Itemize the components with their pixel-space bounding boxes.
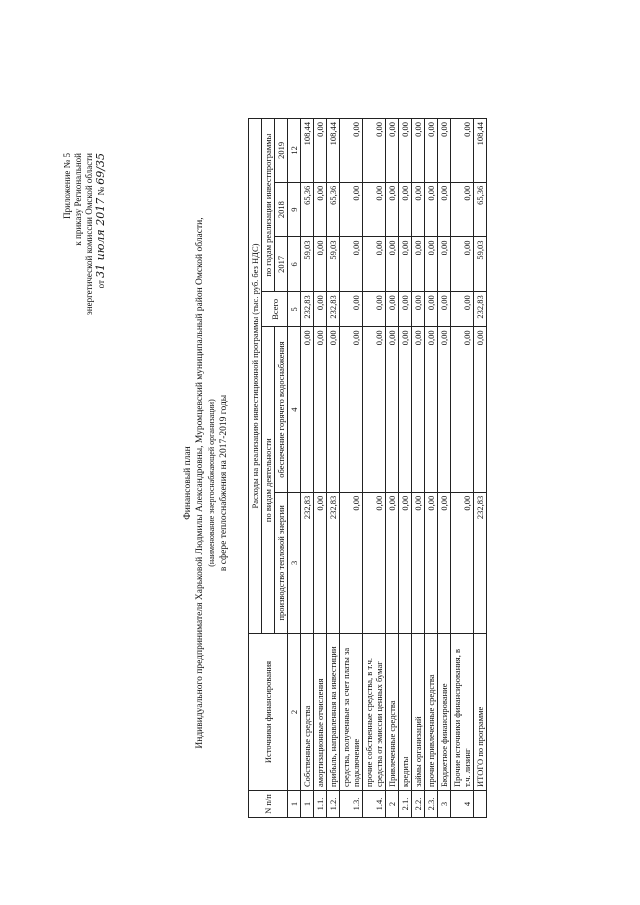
column-index: 3 <box>288 492 301 633</box>
handwritten-number: 69/35 <box>94 152 107 185</box>
table-row <box>314 118 327 817</box>
column-index: 12 <box>288 118 301 182</box>
row-value: 0,00 <box>438 326 451 491</box>
row-value: 0,00 <box>438 237 451 292</box>
row-value: 0,00 <box>363 182 386 237</box>
row-number: 1 <box>301 790 314 817</box>
row-value: 0,00 <box>399 237 412 292</box>
row-value: 108,44 <box>301 118 314 182</box>
row-value: 0,00 <box>399 182 412 237</box>
row-number: 1.2. <box>327 790 340 817</box>
row-source: средства, полученные за счет платы за подключение <box>340 633 363 790</box>
row-value: 232,83 <box>474 291 487 326</box>
row-value: 0,00 <box>314 182 327 237</box>
row-value: 0,00 <box>363 326 386 491</box>
row-source: Бюджетное финансирование <box>438 633 451 790</box>
appendix-date-line <box>95 153 107 315</box>
row-source: Собственные средства <box>301 633 314 790</box>
table-row <box>438 118 451 817</box>
row-value: 0,00 <box>340 492 363 633</box>
row-value: 0,00 <box>386 118 399 182</box>
row-value: 0,00 <box>451 118 474 182</box>
row-source: прочие собственные средства, в т.ч. средства от эмиссии ценных бумаг <box>363 633 386 790</box>
row-value: 232,83 <box>327 492 340 633</box>
row-value: 65,36 <box>301 182 314 237</box>
row-value: 59,03 <box>301 237 314 292</box>
row-number: 1.1. <box>314 790 327 817</box>
row-value: 0,00 <box>438 182 451 237</box>
row-value: 0,00 <box>425 182 438 237</box>
row-value: 0,00 <box>425 326 438 491</box>
row-value: 0,00 <box>340 237 363 292</box>
row-value: 0,00 <box>399 118 412 182</box>
header-year-2018: 2018 <box>275 182 288 237</box>
row-value: 0,00 <box>314 326 327 491</box>
header-hot-water: обеспечение горячего водоснабжения <box>275 326 288 491</box>
row-source: прибыль, направленная на инвестиции <box>327 633 340 790</box>
row-value: 0,00 <box>412 237 425 292</box>
header-year-2019: 2019 <box>275 118 288 182</box>
appendix-line-1: Приложение № 5 <box>62 152 72 219</box>
row-source: займы организаций <box>412 633 425 790</box>
row-value: 0,00 <box>327 326 340 491</box>
row-number: 2 <box>386 790 399 817</box>
financial-plan-page <box>50 93 640 873</box>
row-value: 0,00 <box>438 291 451 326</box>
row-value: 108,44 <box>474 118 487 182</box>
row-value: 0,00 <box>363 118 386 182</box>
financial-plan-table <box>248 118 487 818</box>
table-row <box>399 118 412 817</box>
row-value: 0,00 <box>399 291 412 326</box>
row-value: 0,00 <box>412 182 425 237</box>
row-value: 0,00 <box>438 118 451 182</box>
header-number: N п/п <box>249 790 288 817</box>
row-value: 0,00 <box>412 118 425 182</box>
row-value: 0,00 <box>425 237 438 292</box>
row-value: 0,00 <box>363 492 386 633</box>
column-index: 9 <box>288 182 301 237</box>
column-index: 5 <box>288 291 301 326</box>
row-value: 0,00 <box>363 291 386 326</box>
row-source: кредиты <box>399 633 412 790</box>
row-value: 0,00 <box>386 182 399 237</box>
row-value: 0,00 <box>451 237 474 292</box>
row-number: 4 <box>451 790 474 817</box>
row-number: 2.3. <box>425 790 438 817</box>
row-number: 2.1. <box>399 790 412 817</box>
header-by-activity: по видам деятельности <box>262 326 275 633</box>
row-number: 1.3. <box>340 790 363 817</box>
handwritten-date: 31 июля 2017 <box>94 197 107 278</box>
row-value: 0,00 <box>386 237 399 292</box>
row-value: 0,00 <box>399 492 412 633</box>
row-value: 0,00 <box>314 492 327 633</box>
row-source: амортизационные отчисления <box>314 633 327 790</box>
row-value: 65,36 <box>327 182 340 237</box>
row-value: 108,44 <box>327 118 340 182</box>
row-value: 232,83 <box>301 291 314 326</box>
row-value: 0,00 <box>425 492 438 633</box>
row-value: 59,03 <box>327 237 340 292</box>
row-number: 2.2. <box>412 790 425 817</box>
row-value: 0,00 <box>314 291 327 326</box>
row-value: 0,00 <box>412 326 425 491</box>
row-source: ИТОГО по программе <box>474 633 487 790</box>
row-source: Прочие источники финансирования, в т.ч. лизинг <box>451 633 474 790</box>
header-total: Всего <box>262 291 288 326</box>
header-by-year: по годам реализации инвестпрограммы <box>262 118 275 291</box>
table-row <box>327 118 340 817</box>
row-value: 0,00 <box>425 291 438 326</box>
row-value: 0,00 <box>340 182 363 237</box>
appendix-line-2: к приказу Региональной <box>73 152 83 246</box>
plan-period: в сфере теплоснабжения на 2017-2019 годы <box>219 394 229 571</box>
row-value: 0,00 <box>451 326 474 491</box>
row-value: 0,00 <box>340 118 363 182</box>
row-value: 0,00 <box>340 326 363 491</box>
header-source: Источники финансирования <box>249 633 288 790</box>
column-index: 1 <box>288 790 301 817</box>
row-value: 0,00 <box>363 237 386 292</box>
row-value: 0,00 <box>438 492 451 633</box>
appendix-line-3: энергетической комиссии Омской области <box>84 152 94 315</box>
row-value: 59,03 <box>474 237 487 292</box>
header-expenses: Расходы на реализацию инвестиционной программы (тыс. руб. без НДС) <box>249 118 262 633</box>
table-row <box>301 118 314 817</box>
document-heading <box>182 93 230 873</box>
table-row <box>425 118 438 817</box>
column-index: 6 <box>288 237 301 292</box>
row-source: Привлеченные средства <box>386 633 399 790</box>
appendix-block <box>62 153 107 315</box>
table-row <box>363 118 386 817</box>
row-value: 0,00 <box>474 326 487 491</box>
row-value: 0,00 <box>451 492 474 633</box>
date-prefix: от <box>96 279 106 288</box>
row-number <box>474 790 487 817</box>
row-value: 0,00 <box>314 237 327 292</box>
row-value: 0,00 <box>412 291 425 326</box>
row-value: 0,00 <box>425 118 438 182</box>
organization-name: Индивидуального предпринимателя Харьковой Людмилы Александровны, Муромцевский муниципальный район Омской области, <box>195 216 205 749</box>
row-value: 0,00 <box>399 326 412 491</box>
column-index: 4 <box>288 326 301 491</box>
header-heat-production: производство тепловой энергии <box>275 492 288 633</box>
row-value: 0,00 <box>340 291 363 326</box>
row-value: 0,00 <box>386 492 399 633</box>
row-number: 3 <box>438 790 451 817</box>
row-value: 0,00 <box>386 326 399 491</box>
row-number: 1.4. <box>363 790 386 817</box>
row-value: 0,00 <box>451 182 474 237</box>
table-row <box>451 118 474 817</box>
row-source: прочие привлеченные средства <box>425 633 438 790</box>
organization-note: (наименование энергоснабжающей организации) <box>207 398 216 567</box>
table-row <box>340 118 363 817</box>
row-value: 232,83 <box>301 492 314 633</box>
row-value: 0,00 <box>451 291 474 326</box>
row-value: 232,83 <box>327 291 340 326</box>
document-title: Финансовый план <box>183 445 193 520</box>
row-value: 0,00 <box>314 118 327 182</box>
header-year-2017: 2017 <box>275 237 288 292</box>
column-index: 2 <box>288 633 301 790</box>
row-value: 0,00 <box>412 492 425 633</box>
table-row <box>412 118 425 817</box>
row-value: 232,83 <box>474 492 487 633</box>
row-value: 65,36 <box>474 182 487 237</box>
table-row <box>474 118 487 817</box>
row-value: 0,00 <box>301 326 314 491</box>
row-value: 0,00 <box>386 291 399 326</box>
number-prefix: № <box>96 186 106 196</box>
table-row <box>386 118 399 817</box>
